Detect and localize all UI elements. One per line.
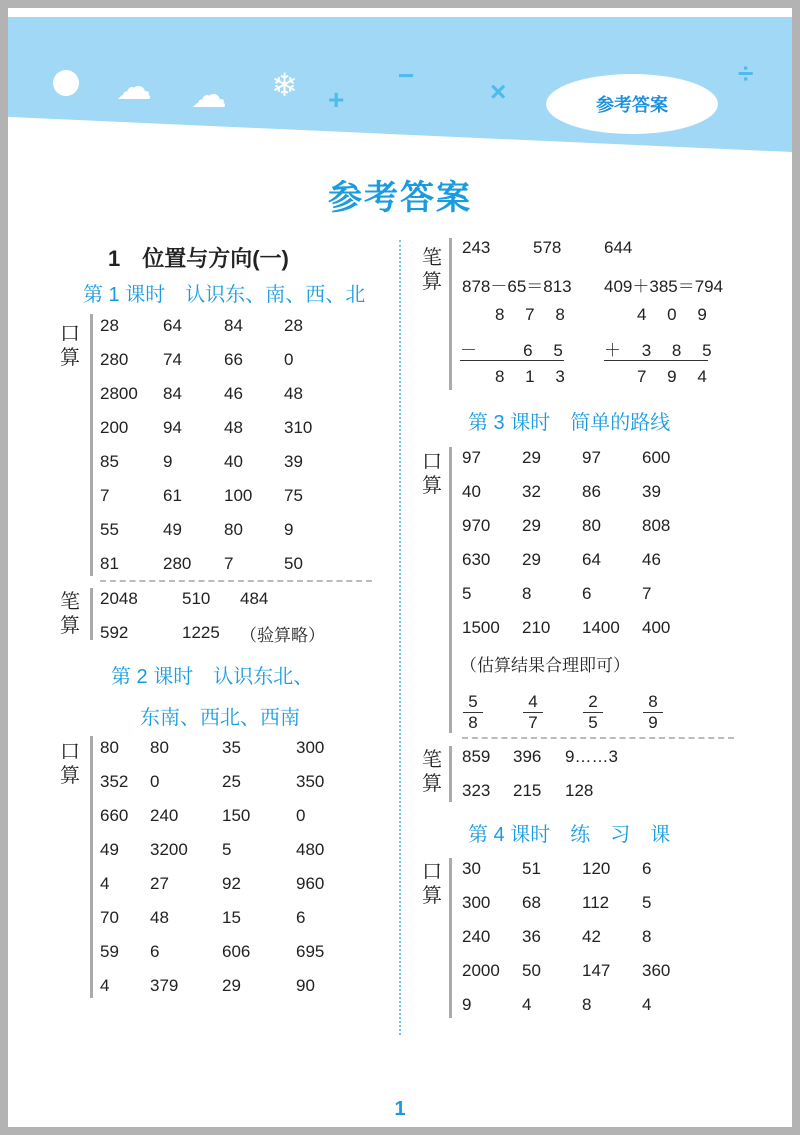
answer-cell: 27 xyxy=(150,874,169,893)
answer-row xyxy=(100,479,344,513)
vertical-calc-top: 8 7 8 xyxy=(495,305,573,324)
answer-row xyxy=(100,616,340,650)
answer-cell: 606 xyxy=(222,942,251,961)
answer-row xyxy=(100,867,356,901)
answer-row xyxy=(462,611,702,645)
oral-label: 口算 xyxy=(422,451,442,497)
answer-cell: 55 xyxy=(100,520,119,539)
answer-row xyxy=(100,513,344,547)
vertical-calc-mid: ＋ 3 8 5 xyxy=(604,341,720,360)
answer-cell: 46 xyxy=(224,384,243,403)
answer-row xyxy=(100,582,340,616)
fraction xyxy=(643,692,663,733)
answer-cell: 8 xyxy=(522,584,532,603)
answer-cell: 80 xyxy=(582,516,601,535)
answer-cell: 51 xyxy=(522,859,541,878)
estimate-note: （估算结果合理即可） xyxy=(460,656,630,675)
answer-row xyxy=(100,411,344,445)
answer-row xyxy=(100,731,356,765)
answer-cell: 0 xyxy=(150,772,160,791)
answer-cell: 40 xyxy=(224,452,243,471)
answer-cell: 94 xyxy=(163,418,182,437)
denominator: 7 xyxy=(528,713,538,732)
answer-cell: 97 xyxy=(582,448,601,467)
answer-cell: 352 xyxy=(100,772,129,791)
answer-cell: 400 xyxy=(642,618,671,637)
answer-cell: 3200 xyxy=(150,840,188,859)
answer-row xyxy=(100,935,356,969)
answer-grid xyxy=(100,309,344,581)
plus-icon: + xyxy=(328,84,345,115)
answer-cell: 29 xyxy=(522,550,541,569)
answer-cell: 84 xyxy=(163,384,182,403)
answer-cell: 49 xyxy=(163,520,182,539)
answer-cell: 215 xyxy=(513,781,542,800)
rain-cloud-icon: ☁ xyxy=(191,74,227,115)
lesson4-heading: 第 4 课时 练 习 课 xyxy=(468,824,671,846)
answer-cell: 84 xyxy=(224,316,243,335)
sun-icon xyxy=(53,70,79,96)
answer-cell: 0 xyxy=(284,350,294,369)
answer-cell: 97 xyxy=(462,448,481,467)
answer-cell: 7 xyxy=(642,584,652,603)
answer-cell: 74 xyxy=(163,350,182,369)
lesson2-heading-cont: 东南、西北、西南 xyxy=(140,707,300,729)
answer-row xyxy=(100,765,356,799)
equation: 409＋385＝794 xyxy=(604,277,724,296)
answer-cell: 25 xyxy=(222,772,241,791)
fraction xyxy=(463,692,483,733)
answer-cell: 70 xyxy=(100,908,119,927)
answer-cell: 92 xyxy=(222,874,241,893)
answer-cell: 484 xyxy=(240,589,269,608)
section-bar xyxy=(449,746,452,802)
answer-cell: 29 xyxy=(522,448,541,467)
answer-cell: 85 xyxy=(100,452,119,471)
answer-cell: 75 xyxy=(284,486,303,505)
written-label: 笔算 xyxy=(422,749,442,795)
answer-cell: 280 xyxy=(163,554,192,573)
answer-row xyxy=(462,886,702,920)
answer-cell: 28 xyxy=(284,316,303,335)
answer-cell: 2800 xyxy=(100,384,138,403)
written-label: 笔算 xyxy=(60,591,80,637)
answer-cell: 4 xyxy=(522,995,532,1014)
answer-cell: 128 xyxy=(565,781,594,800)
answer-cell: 630 xyxy=(462,550,491,569)
numerator: 2 xyxy=(583,692,603,713)
answer-grid xyxy=(462,852,702,1022)
answer-row xyxy=(462,920,702,954)
answer-cell: 90 xyxy=(296,976,315,995)
answer-cell: 48 xyxy=(284,384,303,403)
partly-cloudy-icon: ☁ xyxy=(116,66,152,107)
answer-cell: 6 xyxy=(150,942,160,961)
answer-cell: 9 xyxy=(462,995,472,1014)
section-bar xyxy=(90,314,93,576)
answer-cell: 59 xyxy=(100,942,119,961)
answer-cell: 29 xyxy=(222,976,241,995)
section-bar xyxy=(449,858,452,1018)
answer-cell: 8 xyxy=(582,995,592,1014)
answer-cell: 35 xyxy=(222,738,241,757)
answer-cell: 64 xyxy=(582,550,601,569)
answer: 578 xyxy=(533,238,562,257)
page-number: 1 xyxy=(394,1098,406,1120)
answer-cell: 42 xyxy=(582,927,601,946)
answer-row xyxy=(462,441,702,475)
answer-row xyxy=(100,833,356,867)
answer-cell: 147 xyxy=(582,961,611,980)
answer-cell: 66 xyxy=(224,350,243,369)
answer-cell: 6 xyxy=(582,584,592,603)
answer-cell: 360 xyxy=(642,961,671,980)
answer-cell: 379 xyxy=(150,976,179,995)
oral-label: 口算 xyxy=(60,741,80,787)
unit-heading: 1 位置与方向(一) xyxy=(108,246,289,271)
equation: 878－65＝813 xyxy=(462,277,572,296)
answer-cell: 28 xyxy=(100,316,119,335)
answer-cell: 0 xyxy=(296,806,306,825)
answer-cell: 80 xyxy=(224,520,243,539)
dashed-divider xyxy=(462,737,734,739)
calc-line xyxy=(604,360,708,361)
answer-cell: 7 xyxy=(100,486,110,505)
answer-row xyxy=(462,543,702,577)
answer-row xyxy=(100,969,356,1003)
answer-grid xyxy=(100,582,340,650)
answer-row xyxy=(100,445,344,479)
answer-cell: 5 xyxy=(222,840,232,859)
written-label: 笔算 xyxy=(422,247,442,293)
page xyxy=(8,8,792,1127)
answer-cell: 240 xyxy=(462,927,491,946)
answer-cell: 4 xyxy=(100,874,110,893)
answer-cell: 200 xyxy=(100,418,129,437)
answer-cell: 323 xyxy=(462,781,491,800)
lesson2-heading: 第 2 课时 认识东北、 xyxy=(111,666,314,688)
answer-cell: 50 xyxy=(522,961,541,980)
answer-cell: 4 xyxy=(100,976,110,995)
answer-cell: 960 xyxy=(296,874,325,893)
answer-row xyxy=(462,988,702,1022)
answer-cell: 210 xyxy=(522,618,551,637)
answer-cell: 46 xyxy=(642,550,661,569)
answer-cell: 68 xyxy=(522,893,541,912)
answer-cell: 39 xyxy=(284,452,303,471)
vertical-calc-mid: － 6 5 xyxy=(460,341,571,360)
answer-cell: 8 xyxy=(642,927,652,946)
answer-row xyxy=(462,577,702,611)
answer-cell: 280 xyxy=(100,350,129,369)
answer-cell: 240 xyxy=(150,806,179,825)
answer-cell: 660 xyxy=(100,806,129,825)
divide-icon: ÷ xyxy=(738,58,754,89)
snowflake-icon: ❄ xyxy=(271,67,298,103)
answer-row xyxy=(100,901,356,935)
answer-cell: 36 xyxy=(522,927,541,946)
answer-cell: 859 xyxy=(462,747,491,766)
vertical-calc-top: 4 0 9 xyxy=(637,305,715,324)
calc-line xyxy=(460,360,564,361)
page-title: 参考答案 xyxy=(328,179,472,217)
answer-cell: 480 xyxy=(296,840,325,859)
answer-cell: 29 xyxy=(522,516,541,535)
answer-row xyxy=(100,309,344,343)
numerator: 8 xyxy=(643,692,663,713)
numerator: 4 xyxy=(523,692,543,713)
answer: 243 xyxy=(462,238,491,257)
answer-cell: 120 xyxy=(582,859,611,878)
answer-cell: 2048 xyxy=(100,589,138,608)
answer-cell: 6 xyxy=(296,908,306,927)
times-icon: × xyxy=(490,76,507,107)
answer-cell: 9 xyxy=(284,520,294,539)
answer-cell: 970 xyxy=(462,516,491,535)
vertical-calc-result: 8 1 3 xyxy=(495,367,573,386)
answer-cell: 150 xyxy=(222,806,251,825)
answer-cell: 86 xyxy=(582,482,601,501)
answer-row xyxy=(462,852,702,886)
answer-cell: 510 xyxy=(182,589,211,608)
answer-grid xyxy=(462,441,702,645)
answer-cell: 9……3 xyxy=(565,747,618,766)
answer-cell: 7 xyxy=(224,554,234,573)
answer-row xyxy=(462,509,702,543)
answer-cell: 48 xyxy=(150,908,169,927)
fraction xyxy=(583,692,603,733)
oral-label: 口算 xyxy=(60,323,80,369)
answer-cell: 5 xyxy=(642,893,652,912)
denominator: 9 xyxy=(648,713,658,732)
vertical-calc-result: 7 9 4 xyxy=(637,367,715,386)
denominator: 8 xyxy=(468,713,478,732)
answer-cell: 39 xyxy=(642,482,661,501)
answer-cell: 6 xyxy=(642,859,652,878)
numerator: 5 xyxy=(463,692,483,713)
section-bar xyxy=(449,238,452,390)
answer-cell: 32 xyxy=(522,482,541,501)
answer-cell: （验算略） xyxy=(240,625,325,645)
column-divider xyxy=(399,240,401,1035)
answer-row xyxy=(462,740,665,774)
answer-cell: 40 xyxy=(462,482,481,501)
answer-cell: 396 xyxy=(513,747,542,766)
denominator: 5 xyxy=(588,713,598,732)
answer-row xyxy=(462,774,665,808)
answer-cell: 1400 xyxy=(582,618,620,637)
answer-cell: 9 xyxy=(163,452,173,471)
answer-cell: 300 xyxy=(462,893,491,912)
answer-cell: 592 xyxy=(100,623,129,642)
answer-cell: 50 xyxy=(284,554,303,573)
section-bar xyxy=(90,736,93,998)
oral-label: 口算 xyxy=(422,861,442,907)
answer-cell: 61 xyxy=(163,486,182,505)
answer-cell: 112 xyxy=(582,893,610,912)
minus-icon: − xyxy=(398,60,415,91)
lesson1-heading: 第 1 课时 认识东、南、西、北 xyxy=(83,284,366,306)
answer-grid xyxy=(100,731,356,1003)
answer-cell: 310 xyxy=(284,418,313,437)
answer-cell: 15 xyxy=(222,908,241,927)
answer-cell: 1225 xyxy=(182,623,220,642)
answer-cell: 100 xyxy=(224,486,253,505)
answer-cell: 48 xyxy=(224,418,243,437)
answer-row xyxy=(100,799,356,833)
answer-cell: 64 xyxy=(163,316,182,335)
answer-row xyxy=(462,475,702,509)
answer: 644 xyxy=(604,238,633,257)
answer-cell: 80 xyxy=(150,738,169,757)
answer-grid xyxy=(462,740,665,808)
answer-cell: 81 xyxy=(100,554,119,573)
answer-row xyxy=(100,343,344,377)
answer-row xyxy=(462,954,702,988)
answer-row xyxy=(100,547,344,581)
fraction xyxy=(523,692,543,733)
answer-cell: 4 xyxy=(642,995,652,1014)
answer-cell: 350 xyxy=(296,772,325,791)
section-bar xyxy=(449,447,452,733)
answer-row xyxy=(100,377,344,411)
lesson3-heading: 第 3 课时 简单的路线 xyxy=(468,412,671,434)
answer-cell: 695 xyxy=(296,942,325,961)
answer-cell: 5 xyxy=(462,584,472,603)
section-bar xyxy=(90,588,93,640)
answer-cell: 30 xyxy=(462,859,481,878)
answer-cell: 600 xyxy=(642,448,671,467)
answer-cell: 1500 xyxy=(462,618,500,637)
answer-cell: 80 xyxy=(100,738,119,757)
answer-cell: 808 xyxy=(642,516,671,535)
answer-badge: 参考答案 xyxy=(546,74,718,134)
answer-cell: 300 xyxy=(296,738,325,757)
answer-cell: 2000 xyxy=(462,961,500,980)
answer-cell: 49 xyxy=(100,840,119,859)
